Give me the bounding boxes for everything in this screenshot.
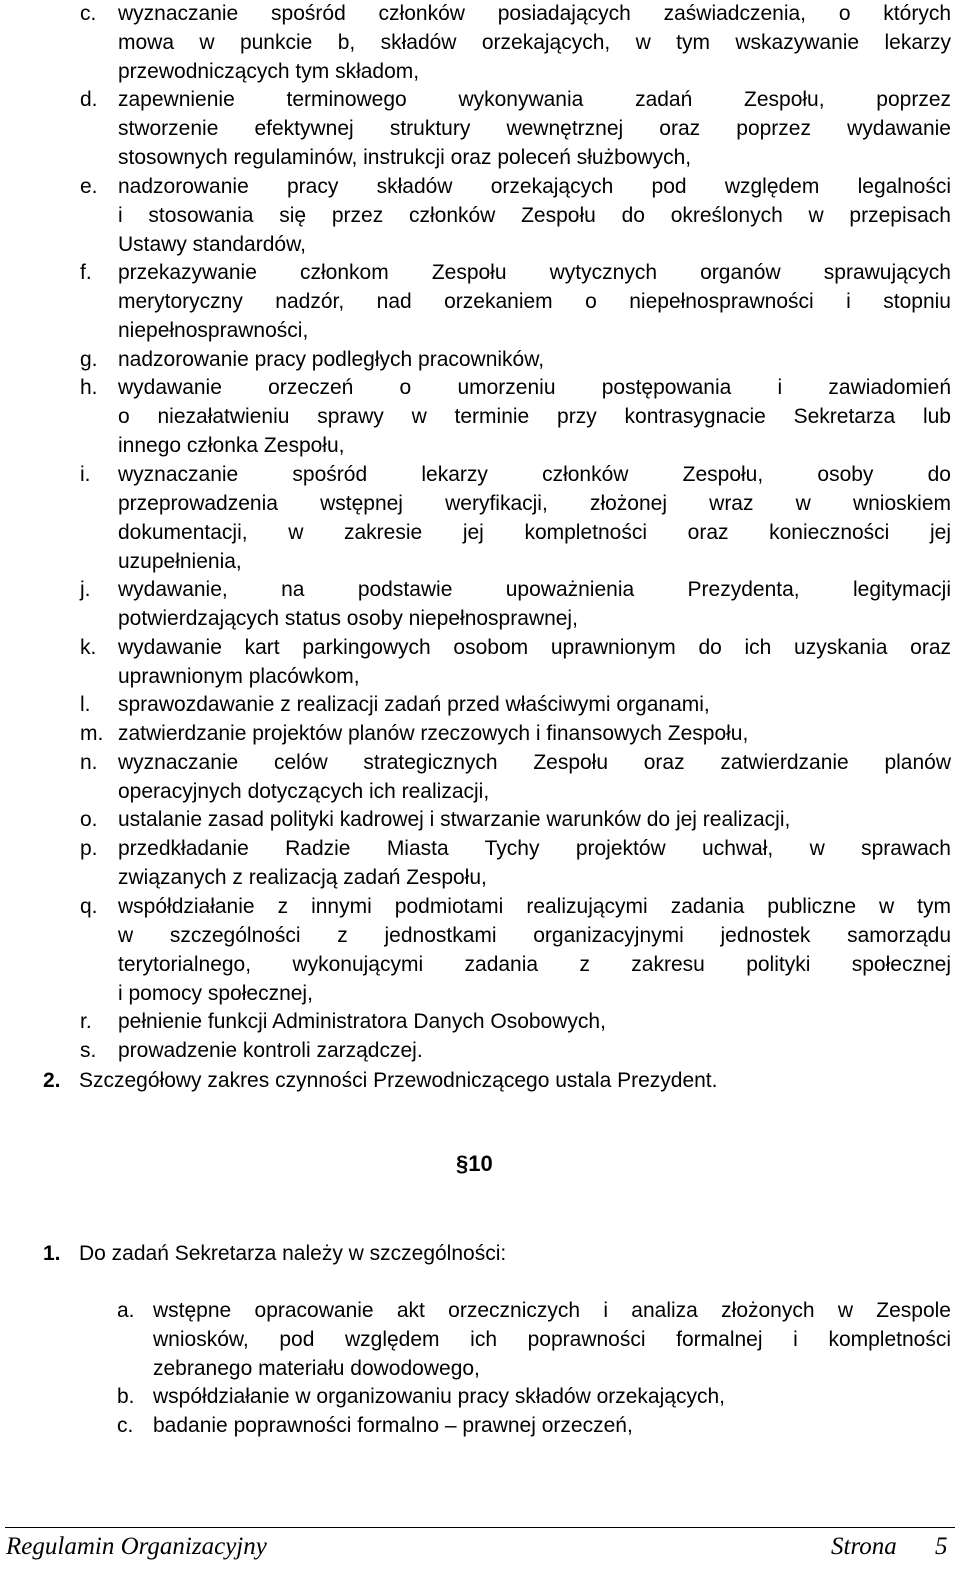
list-item	[80, 0, 951, 86]
list-item-line: wydawanie orzeczeń o umorzeniu postępowania i zawiadomień	[118, 376, 951, 400]
list-item-line: uprawnionym placówkom,	[118, 664, 360, 688]
list-item-letter: m.	[80, 722, 104, 745]
list-item-line: merytoryczny nadzór, nad orzekaniem o niepełnosprawności i stopniu	[118, 290, 951, 314]
list-item	[80, 85, 951, 172]
list-item	[80, 258, 951, 345]
list-item-letter: c.	[80, 2, 97, 25]
list-item-line: terytorialnego, wykonującymi zadania z zakresu polityki społecznej	[118, 952, 951, 976]
point-1-text: Do zadań Sekretarza należy w szczególności:	[79, 1242, 507, 1265]
list-item	[117, 1382, 951, 1411]
list-item-line: wydawanie kart parkingowych osobom uprawnionym do ich uzyskania oraz	[118, 635, 951, 659]
list-item	[80, 1007, 951, 1036]
list-item-line: mowa w punkcie b, składów orzekających, w tym wskazywanie lekarzy	[118, 31, 951, 54]
section-heading: §10	[456, 1151, 493, 1176]
list-item-line: przekazywanie członkom Zespołu wytycznych organów sprawujących	[118, 261, 951, 285]
list-item-line: badanie poprawności formalno – prawnej orzeczeń,	[153, 1414, 633, 1438]
list-item-line: współdziałanie w organizowaniu pracy składów orzekających,	[153, 1385, 725, 1409]
list-item	[80, 1036, 951, 1065]
list-item-letter: p.	[80, 837, 98, 861]
list-item-line: zapewnienie terminowego wykonywania zadań Zespołu, poprzez	[118, 88, 951, 112]
list-item-line: nadzorowanie pracy składów orzekających pod względem legalności	[118, 174, 951, 198]
list-item-line: operacyjnych dotyczących ich realizacji,	[118, 779, 490, 803]
footer-title: Regulamin Organizacyjny	[6, 1533, 267, 1560]
list-item-line: dokumentacji, w zakresie jej kompletności oraz konieczności jej	[118, 520, 951, 544]
list-item-line: wydawanie, na podstawie upoważnienia Prezydenta, legitymacji	[118, 578, 951, 601]
footer-divider	[5, 1527, 955, 1528]
list-item-letter: k.	[80, 635, 97, 659]
list-item-line: sprawozdawanie z realizacji zadań przed właściwymi organami,	[118, 693, 710, 717]
list-item	[80, 460, 951, 576]
list-item-letter: q.	[80, 894, 98, 918]
list-item-line: wyznaczanie celów strategicznych Zespołu oraz zatwierdzanie planów	[118, 750, 951, 774]
list-item-letter: e.	[80, 174, 98, 198]
list-item-letter: f.	[80, 261, 92, 285]
list-item	[80, 805, 951, 834]
list-item-line: w szczególności z jednostkami organizacyjnymi jednostek samorządu	[118, 923, 951, 947]
list-item-line: wniosków, pod względem ich poprawności formalnej i kompletności	[153, 1328, 951, 1351]
list-item-line: o niezałatwieniu sprawy w terminie przy kontrasygnacie Sekretarza lub	[118, 405, 951, 429]
list-item-line: współdziałanie z innymi podmiotami realizującymi zadania publiczne w tym	[118, 894, 951, 918]
list-item-line: wyznaczanie spośród członków posiadających zaświadczenia, o których	[118, 2, 951, 25]
list-item-line: związanych z realizacją zadań Zespołu,	[118, 866, 487, 890]
list-item-line: pełnienie funkcji Administratora Danych Osobowych,	[118, 1010, 606, 1033]
point-1-number: 1.	[43, 1242, 61, 1265]
list-item	[80, 373, 951, 460]
list-item	[80, 345, 951, 374]
list-item-line: zatwierdzanie projektów planów rzeczowych i finansowych Zespołu,	[118, 722, 749, 745]
point-2-text: Szczegółowy zakres czynności Przewodniczącego ustala Prezydent.	[79, 1069, 718, 1092]
list-item-letter: r.	[80, 1010, 92, 1033]
list-item-line: prowadzenie kontroli zarządczej.	[118, 1038, 423, 1062]
list-item-letter: h.	[80, 376, 98, 400]
footer-page-label: Strona	[831, 1533, 897, 1560]
list-item-line: stosownych regulaminów, instrukcji oraz poleceń służbowych,	[118, 146, 692, 170]
list-item-letter: d.	[80, 88, 98, 112]
list-item-line: niepełnosprawności,	[118, 319, 309, 343]
list-item	[80, 719, 951, 748]
point-2-number: 2.	[43, 1069, 61, 1092]
list-item-letter: b.	[117, 1385, 135, 1409]
list-item	[117, 1296, 951, 1383]
list-item	[80, 633, 951, 691]
list-item-letter: c.	[117, 1414, 134, 1438]
list-item-line: potwierdzających status osoby niepełnosprawnej,	[118, 607, 578, 630]
list-item-line: uzupełnienia,	[118, 549, 242, 573]
list-item-line: Ustawy standardów,	[118, 232, 306, 256]
list-item-line: innego członka Zespołu,	[118, 434, 345, 458]
list-item-letter: n.	[80, 750, 98, 774]
list-item-line: przewodniczących tym składom,	[118, 60, 420, 83]
list-item-line: ustalanie zasad polityki kadrowej i stwarzanie warunków do jej realizacji,	[118, 808, 791, 832]
list-item-letter: j.	[80, 578, 91, 601]
list-item-line: i pomocy społecznej,	[118, 981, 313, 1005]
list-item	[80, 690, 951, 719]
list-item	[80, 172, 951, 259]
list-item	[117, 1411, 951, 1440]
list-item	[80, 834, 951, 892]
list-item-line: i stosowania się przez członków Zespołu do określonych w przepisach	[118, 203, 951, 227]
list-item-letter: i.	[80, 462, 91, 486]
list-item	[80, 748, 951, 806]
list-item-letter: s.	[80, 1038, 97, 1062]
list-item-line: nadzorowanie pracy podległych pracowników,	[118, 347, 545, 371]
list-item-line: wyznaczanie spośród lekarzy członków Zespołu, osoby do	[118, 462, 951, 486]
list-item-line: przeprowadzenia wstępnej weryfikacji, złożonej wraz w wnioskiem	[118, 491, 951, 515]
list-item-letter: o.	[80, 808, 98, 832]
list-item	[80, 575, 951, 633]
list-item-line: wstępne opracowanie akt orzeczniczych i analiza złożonych w Zespole	[153, 1299, 951, 1322]
list-item	[80, 892, 951, 1008]
list-item-line: zebranego materiału dowodowego,	[153, 1357, 480, 1380]
list-item-line: stworzenie efektywnej struktury wewnętrznej oraz poprzez wydawanie	[118, 117, 951, 141]
list-item-letter: a.	[117, 1299, 135, 1322]
footer-page-number: 5	[935, 1533, 948, 1560]
list-item-letter: l.	[80, 693, 91, 717]
list-item-line: przedkładanie Radzie Miasta Tychy projektów uchwał, w sprawach	[118, 837, 951, 861]
list-item-letter: g.	[80, 347, 98, 371]
